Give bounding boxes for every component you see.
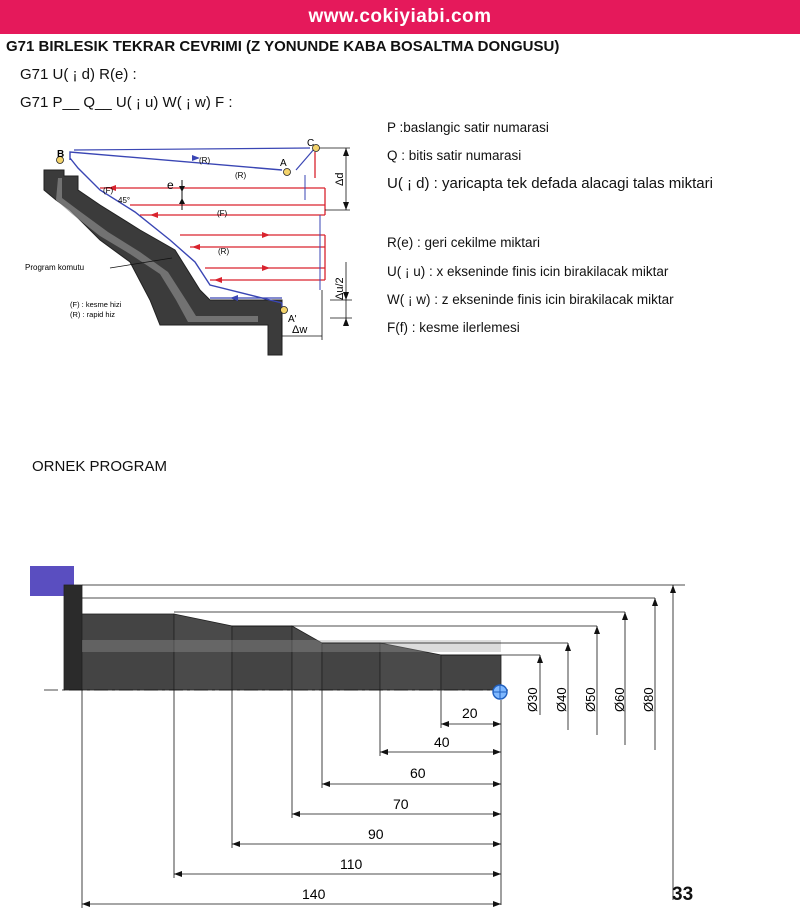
label-rapid-1: (R): [199, 156, 211, 165]
dim-d30: Ø30: [525, 687, 540, 712]
legend-ff: F(f) : kesme ilerlemesi: [387, 320, 520, 335]
legend-re: R(e) : geri cekilme miktari: [387, 235, 541, 250]
dim-length-70: 70: [393, 796, 409, 812]
dim-length-40: 40: [434, 734, 450, 750]
site-url[interactable]: www.cokiyiabi.com: [308, 6, 492, 27]
page-title: G71 BIRLESIK TEKRAR CEVRIMI (Z YONUNDE KABA BOSALTMA DONGUSU): [6, 38, 560, 55]
label-delta-u: Δu/2: [334, 277, 346, 300]
label-a: A: [280, 158, 287, 169]
dim-length-140: 140: [302, 886, 326, 902]
dim-length-60: 60: [410, 765, 426, 781]
legend-ud: U( ¡ d) : yaricapta tek defada alacagi talas miktari: [387, 175, 713, 192]
legend-p: P :baslangic satir numarasi: [387, 120, 549, 135]
dim-length-110: 110: [340, 856, 363, 872]
label-program-command: Program komutu: [25, 263, 85, 272]
label-key-rapid: (R) : rapid hiz: [70, 310, 116, 319]
label-rapid-2: (R): [235, 171, 247, 180]
label-c: C: [307, 138, 315, 149]
dim-d40: Ø40: [554, 687, 569, 712]
label-a-prime: A': [288, 314, 297, 325]
label-feed-1: (F): [103, 186, 114, 195]
label-e: e: [167, 178, 174, 192]
label-b: B: [57, 149, 65, 160]
page-number: 33: [672, 884, 694, 905]
point-a-prime-marker: [281, 307, 288, 314]
label-rapid-3: (R): [218, 247, 230, 256]
example-part: [64, 585, 501, 690]
label-key-feed: (F) : kesme hizi: [70, 300, 122, 309]
legend-uu: U( ¡ u) : x ekseninde finis icin birakilacak miktar: [387, 264, 669, 279]
format-line-1: G71 U( ¡ d) R(e) :: [20, 66, 137, 83]
dim-length-90: 90: [368, 826, 384, 842]
dim-d50: Ø50: [583, 687, 598, 712]
point-a-marker: [284, 169, 291, 176]
dim-d60: Ø60: [612, 687, 627, 712]
format-line-2: G71 P__ Q__ U( ¡ u) W( ¡ w) F :: [20, 94, 233, 111]
legend-ww: W( ¡ w) : z ekseninde finis icin birakilacak miktar: [387, 292, 674, 307]
label-angle: 45°: [118, 196, 131, 205]
dim-length-20: 20: [462, 705, 478, 721]
legend-q: Q : bitis satir numarasi: [387, 148, 522, 163]
example-heading: ORNEK PROGRAM: [32, 458, 168, 475]
label-delta-d: Δd: [334, 172, 346, 186]
label-delta-w: Δw: [292, 324, 308, 336]
dim-d80: Ø80: [641, 687, 656, 712]
label-feed-2: (F): [217, 209, 228, 218]
